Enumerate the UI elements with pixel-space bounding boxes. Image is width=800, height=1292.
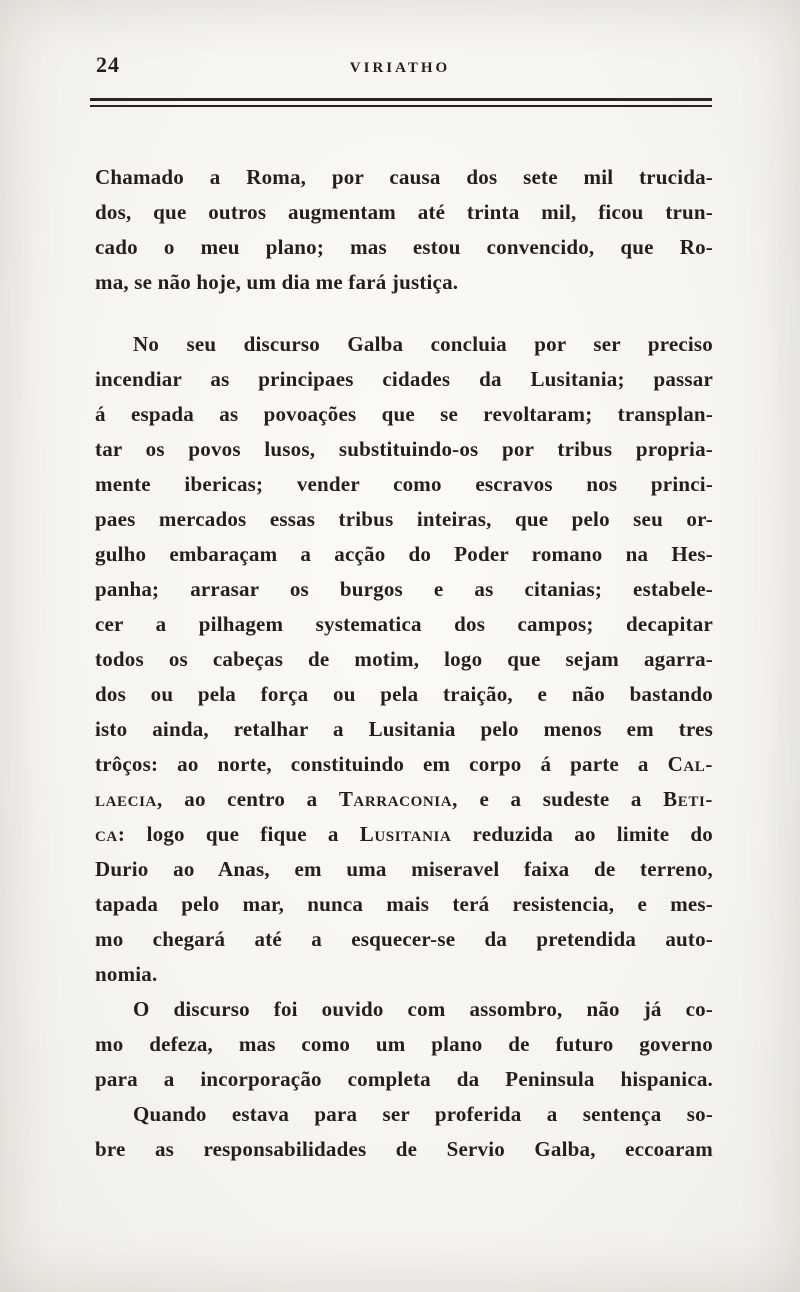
text-segment: Durio ao Anas, em uma miseravel faixa de terreno,: [95, 857, 713, 881]
text-line: [95, 642, 713, 677]
paragraph: [95, 327, 713, 992]
text-line: [95, 327, 713, 362]
text-line: [95, 782, 713, 817]
text-line: [95, 432, 713, 467]
text-segment: Quando estava para ser proferida a sentença so-: [133, 1102, 713, 1126]
text-segment: para a incorporação completa da Peninsula hispanica.: [95, 1067, 713, 1091]
header-rule-thick: [90, 98, 712, 101]
text-segment: tapada pelo mar, nunca mais terá resistencia, e mes-: [95, 892, 713, 916]
text-segment: O discurso foi ouvido com assombro, não já co-: [133, 997, 713, 1021]
text-segment: nomia.: [95, 962, 158, 986]
text-segment: ao centro a: [162, 787, 339, 811]
text-segment: Chamado a Roma, por causa dos sete mil trucida-: [95, 165, 713, 189]
text-line: [95, 1027, 713, 1062]
text-segment: cado o meu plano; mas estou convencido, que Ro-: [95, 235, 713, 259]
text-line: [95, 677, 713, 712]
text-segment: reduzida ao limite do: [451, 822, 713, 846]
paragraph: [95, 1097, 713, 1167]
text-segment: isto ainda, retalhar a Lusitania pelo menos em tres: [95, 717, 713, 741]
smallcaps-text: Cal-: [667, 752, 713, 776]
smallcaps-text: laecia,: [95, 787, 163, 811]
smallcaps-text: ca:: [95, 822, 126, 846]
text-segment: á espada as povoações que se revoltaram; transplan-: [95, 402, 713, 426]
text-line: [95, 467, 713, 502]
text-block: [95, 160, 713, 1167]
text-line: [95, 397, 713, 432]
text-line: [95, 747, 713, 782]
text-segment: dos ou pela força ou pela traição, e não bastando: [95, 682, 713, 706]
text-line: [95, 572, 713, 607]
text-segment: todos os cabeças de motim, logo que sejam agarra-: [95, 647, 713, 671]
smallcaps-text: Beti-: [663, 787, 713, 811]
text-line: [95, 1097, 713, 1132]
smallcaps-text: Tarraconia,: [338, 787, 459, 811]
text-segment: mo chegará até a esquecer-se da pretendida auto-: [95, 927, 713, 951]
text-line: [95, 922, 713, 957]
text-segment: trôços: ao norte, constituindo em corpo á parte a: [95, 752, 668, 776]
text-segment: ma, se não hoje, um dia me fará justiça.: [95, 270, 459, 294]
text-line: [95, 265, 713, 300]
smallcaps-text: Lusitania: [359, 822, 452, 846]
text-segment: dos, que outros augmentam até trinta mil, ficou trun-: [95, 200, 713, 224]
text-line: [95, 230, 713, 265]
text-segment: mente ibericas; vender como escravos nos princi-: [95, 472, 713, 496]
text-line: [95, 957, 713, 992]
text-segment: e a sudeste a: [458, 787, 664, 811]
text-segment: cer a pilhagem systematica dos campos; decapitar: [95, 612, 713, 636]
text-line: [95, 195, 713, 230]
text-line: [95, 887, 713, 922]
text-segment: No seu discurso Galba concluia por ser preciso: [133, 332, 713, 356]
text-line: [95, 537, 713, 572]
text-line: [95, 1062, 713, 1097]
text-segment: gulho embaraçam a acção do Poder romano na Hes-: [95, 542, 713, 566]
text-line: [95, 160, 713, 195]
text-segment: tar os povos lusos, substituindo-os por tribus propria-: [95, 437, 713, 461]
text-line: [95, 1132, 713, 1167]
page-number: 24: [96, 52, 120, 77]
paragraph: [95, 992, 713, 1097]
text-line: [95, 817, 713, 852]
text-line: [95, 712, 713, 747]
text-segment: mo defeza, mas como um plano de futuro governo: [95, 1032, 713, 1056]
text-segment: incendiar as principaes cidades da Lusitania; passar: [95, 367, 713, 391]
text-line: [95, 607, 713, 642]
text-segment: paes mercados essas tribus inteiras, que pelo seu or-: [95, 507, 713, 531]
text-segment: bre as responsabilidades de Servio Galba, eccoaram: [95, 1137, 713, 1161]
text-line: [95, 852, 713, 887]
header-rule-thin: [90, 105, 712, 107]
text-segment: panha; arrasar os burgos e as citanias; estabele-: [95, 577, 713, 601]
running-header-title: VIRIATHO: [349, 60, 451, 76]
text-line: [95, 992, 713, 1027]
text-line: [95, 502, 713, 537]
text-line: [95, 362, 713, 397]
paragraph: [95, 160, 713, 300]
text-segment: logo que fique a: [125, 822, 360, 846]
